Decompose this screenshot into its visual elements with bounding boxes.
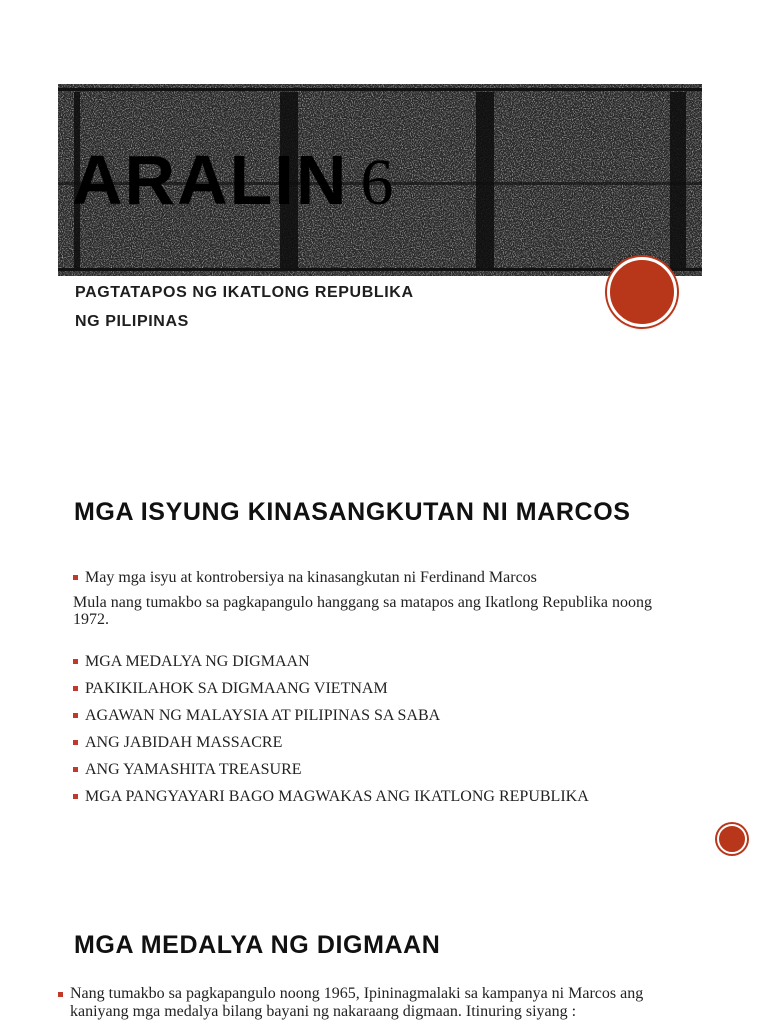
list-item: PAKIKILAHOK SA DIGMAANG VIETNAM [73,679,673,699]
subtitle-line-2: NG PILIPINAS [75,313,189,330]
slide-body [73,568,673,814]
slide-heading: MGA MEDALYA NG DIGMAAN [74,931,441,959]
red-circle-ornament-icon [717,824,747,854]
issues-slide [0,440,768,880]
slide-body [58,985,698,1021]
medals-bullet: Nang tumakbo sa pagkapangulo noong 1965, Ipininagmalaki sa kampanya ni Marcos ang kaniyang mga medalya bilang bayani ng nakaraang digmaan. Itinuring siyang : [58,985,698,1021]
list-item: MGA MEDALYA NG DIGMAAN [73,652,673,672]
list-item: MGA PANGYAYARI BAGO MAGWAKAS ANG IKATLONG REPUBLIKA [73,787,673,807]
intro-paragraph: Mula nang tumakbo sa pagkapangulo hanggang sa matapos ang Ikatlong Republika noong 1972. [73,594,652,628]
slide-title [72,140,393,221]
slide-subtitle [75,278,505,336]
list-item: ANG YAMASHITA TREASURE [73,760,673,780]
banner-top-rule [58,88,702,91]
subtitle-line-1: PAGTATAPOS NG IKATLONG REPUBLIKA [75,284,414,301]
list-item: ANG JABIDAH MASSACRE [73,733,673,753]
title-number: 6 [360,146,394,219]
title-word: ARALIN [72,141,349,219]
list-item: AGAWAN NG MALAYSIA AT PILIPINAS SA SABA [73,706,673,726]
title-slide [0,0,768,440]
slide-heading: MGA ISYUNG KINASANGKUTAN NI MARCOS [74,498,631,526]
banner-bottom-rule [58,268,702,271]
intro-bullet: May mga isyu at kontrobersiya na kinasangkutan ni Ferdinand Marcos [73,568,673,588]
medals-slide [0,880,768,1024]
red-circle-ornament-icon [607,257,677,327]
topic-list [73,652,673,807]
